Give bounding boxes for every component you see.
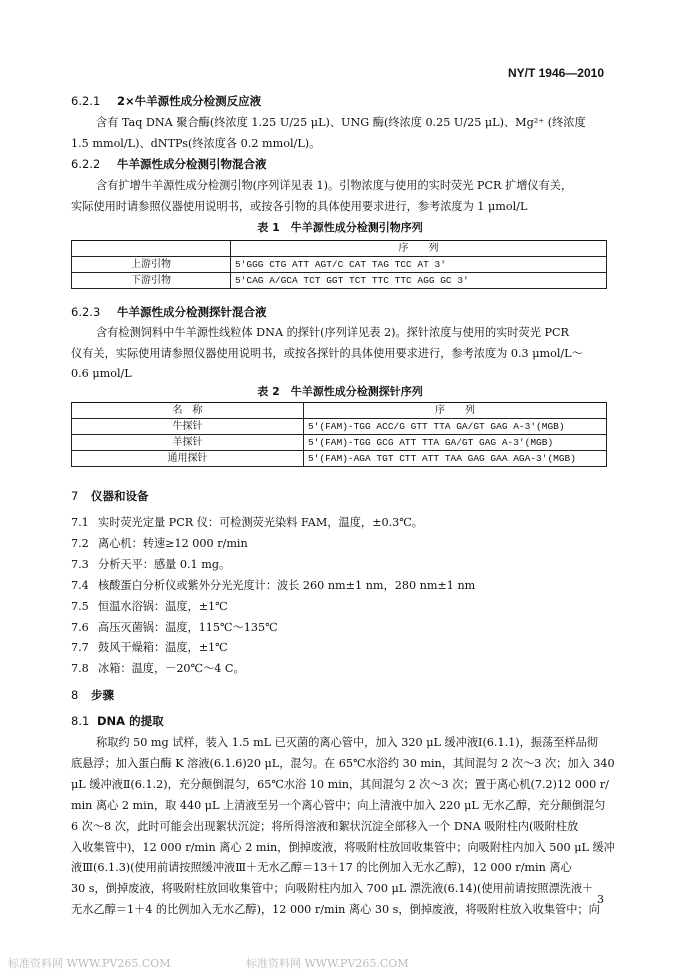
section-number: 8 <box>71 688 79 702</box>
section-heading <box>71 96 261 108</box>
paragraph-line: 0.6 μmol/L <box>71 367 132 380</box>
paragraph-line: 1.5 mmol/L)、dNTPs(终浓度各 0.2 mmol/L)。 <box>71 137 321 150</box>
list-item <box>71 517 423 528</box>
item-number: 7.4 <box>71 579 89 592</box>
table-cell: 下游引物 <box>72 273 231 289</box>
table-cell: 牛探针 <box>72 419 304 435</box>
paragraph-line: μL 缓冲液Ⅱ(6.1.2)，充分颠倒混匀，65℃水浴 10 min，其间混匀 2 次～3 次；置于离心机(7.2)12 000 r/ <box>71 778 609 791</box>
paragraph-line: 底悬浮；加入蛋白酶 K 溶液(6.1.6)20 μL，混匀。在 65℃水浴约 30 min，其间混匀 2 次～3 次；加入 340 <box>71 757 615 770</box>
table-cell: 通用探针 <box>72 451 304 467</box>
section-title: 仪器和设备 <box>91 489 149 503</box>
section-number: 6.2.2 <box>71 157 101 171</box>
paragraph-line: 实际使用时请参照仪器使用说明书，或按各引物的具体使用要求进行，参考浓度为 1 μmol/L <box>71 200 528 213</box>
table-row <box>72 273 607 289</box>
item-text: 鼓风干燥箱：温度，±1℃ <box>98 641 228 654</box>
item-number: 7.3 <box>71 558 89 571</box>
table-header-row <box>72 241 607 257</box>
item-text: 恒温水浴锅：温度，±1℃ <box>98 600 228 613</box>
item-number: 7.5 <box>71 600 89 613</box>
table-row <box>72 257 607 273</box>
item-number: 7.7 <box>71 641 89 654</box>
paragraph-line: min 离心 2 min，取 440 μL 上清液至另一个离心管中；向上清液中加入 220 μL 无水乙醇，充分颠倒混匀 <box>71 799 606 812</box>
watermark: 标准资料网 WWW.PV265.COM <box>8 957 171 970</box>
table-cell: 5'CAG A/GCA TCT GGT TCT TTC TTC AGG GC 3' <box>231 273 607 289</box>
table-header-cell <box>72 241 231 257</box>
page-number: 3 <box>597 893 604 906</box>
paragraph-line: 入收集管中)，12 000 r/min 离心 2 min，倒掉废液，将吸附柱放回收集管中；向吸附柱内加入 500 μL 缓冲 <box>71 841 615 854</box>
table-header-cell: 序 列 <box>304 403 607 419</box>
watermark: 标准资料网 WWW.PV265.COM <box>246 957 409 970</box>
table-cell: 羊探针 <box>72 435 304 451</box>
table-caption: 表 2 牛羊源性成分检测探针序列 <box>257 385 423 398</box>
item-number: 7.6 <box>71 621 89 634</box>
section-heading <box>71 307 267 319</box>
table-row <box>72 451 607 467</box>
paragraph-line: 6 次～8 次，此时可能会出现絮状沉淀；将所得溶液和絮状沉淀全部移入一个 DNA 吸附柱内(吸附柱放 <box>71 820 579 833</box>
paragraph-line: 仪有关，实际使用请参照仪器使用说明书，或按各探针的具体使用要求进行，参考浓度为 0.3 μmol/L～ <box>71 347 583 360</box>
paragraph-line: 30 s，倒掉废液，将吸附柱放回收集管中；向吸附柱内加入 700 μL 漂洗液(6.14)(使用前请按照漂洗液＋ <box>71 882 594 895</box>
probe-table <box>71 402 607 467</box>
table-cell: 5'(FAM)-AGA TGT CTT ATT TAA GAG GAA AGA-3'(MGB) <box>304 451 607 467</box>
item-text: 冰箱：温度，－20℃～4 C。 <box>98 662 245 675</box>
section-heading <box>71 716 164 728</box>
list-item <box>71 559 230 570</box>
list-item <box>71 601 228 612</box>
item-number: 7.1 <box>71 516 89 529</box>
table-cell: 5'GGG CTG ATT AGT/C CAT TAG TCC AT 3' <box>231 257 607 273</box>
list-item <box>71 538 248 549</box>
standard-number: NY/T 1946—2010 <box>507 66 604 80</box>
table-cell: 上游引物 <box>72 257 231 273</box>
paragraph-line: 含有 Taq DNA 聚合酶(终浓度 1.25 U/25 μL)、UNG 酶(终浓度 0.25 U/25 μL)、Mg²⁺ (终浓度 <box>96 116 586 129</box>
item-number: 7.8 <box>71 662 89 675</box>
list-item <box>71 663 245 674</box>
section-title: 牛羊源性成分检测探针混合液 <box>117 305 267 319</box>
item-text: 离心机：转速≥12 000 r/min <box>98 537 248 550</box>
list-item <box>71 642 228 653</box>
table-row <box>72 435 607 451</box>
paragraph-line: 无水乙醇＝1＋4 的比例加入无水乙醇)，12 000 r/min 离心 30 s，倒掉废液，将吸附柱放入收集管中；向 <box>71 903 600 916</box>
section-number: 7 <box>71 489 79 503</box>
item-text: 分析天平：感量 0.1 mg。 <box>98 558 231 571</box>
primer-table <box>71 240 607 289</box>
item-text: 高压灭菌锅：温度，115℃～135℃ <box>98 621 278 634</box>
section-title: DNA 的提取 <box>97 714 164 728</box>
table-header-cell: 序 列 <box>231 241 607 257</box>
table-row <box>72 419 607 435</box>
table-cell: 5'(FAM)-TGG ACC/G GTT TTA GA/GT GAG A-3'(MGB) <box>304 419 607 435</box>
section-number: 6.2.1 <box>71 94 101 108</box>
paragraph-line: 含有扩增牛羊源性成分检测引物(序列详见表 1)。引物浓度与使用的实时荧光 PCR 扩增仪有关， <box>96 179 573 192</box>
paragraph-line: 含有检测饲料中牛羊源性线粒体 DNA 的探针(序列详见表 2)。探针浓度与使用的实时荧光 PCR <box>96 326 569 339</box>
list-item <box>71 622 278 633</box>
item-text: 实时荧光定量 PCR 仪：可检测荧光染料 FAM，温度，±0.3℃。 <box>98 516 423 529</box>
item-number: 7.2 <box>71 537 89 550</box>
table-header-cell: 名 称 <box>72 403 304 419</box>
section-heading <box>71 491 149 503</box>
table-cell: 5'(FAM)-TGG GCG ATT TTA GA/GT GAG A-3'(MGB) <box>304 435 607 451</box>
paragraph-line: 称取约 50 mg 试样，装入 1.5 mL 已灭菌的离心管中，加入 320 μL 缓冲液Ⅰ(6.1.1)，振荡至样品彻 <box>96 736 598 749</box>
table-header-row <box>72 403 607 419</box>
section-title: 牛羊源性成分检测引物混合液 <box>117 157 267 171</box>
paragraph-line: 液Ⅲ(6.1.3)(使用前请按照缓冲液Ⅲ＋无水乙醇＝13＋17 的比例加入无水乙醇)，12 000 r/min 离心 <box>71 861 572 874</box>
section-heading <box>71 690 114 702</box>
item-text: 核酸蛋白分析仪或紫外分光光度计：波长 260 nm±1 nm，280 nm±1 nm <box>98 579 476 592</box>
list-item <box>71 580 475 591</box>
section-number: 8.1 <box>71 714 90 728</box>
section-title: 步骤 <box>91 688 114 702</box>
table-caption: 表 1 牛羊源性成分检测引物序列 <box>257 221 423 234</box>
section-heading <box>71 159 267 171</box>
section-title: 2×牛羊源性成分检测反应液 <box>117 94 262 108</box>
section-number: 6.2.3 <box>71 305 101 319</box>
